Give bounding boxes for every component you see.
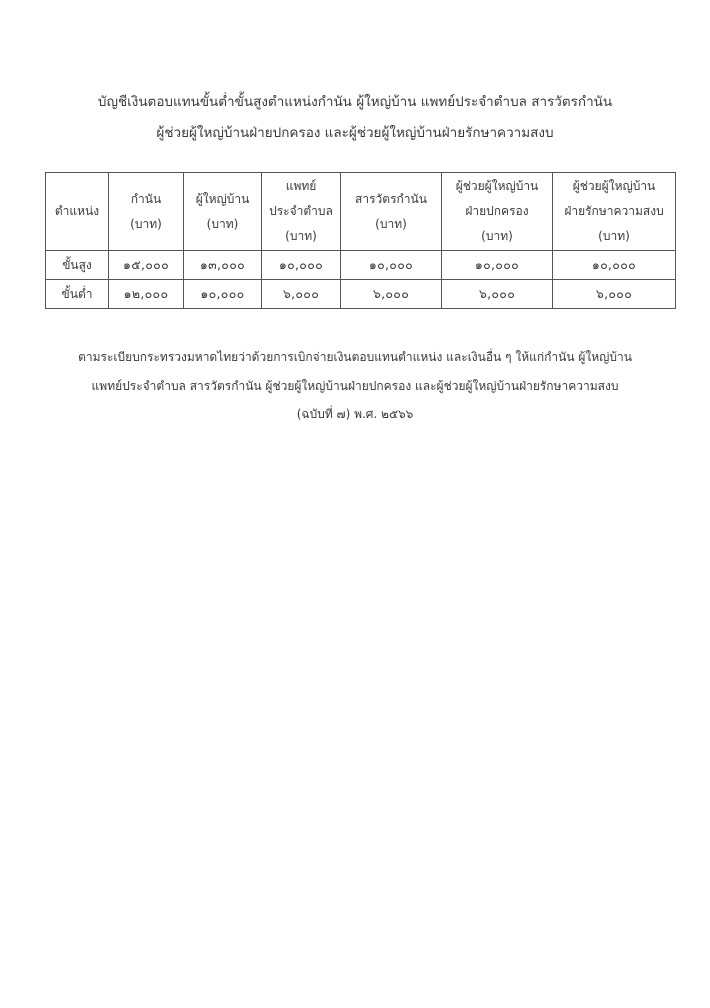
table-cell: ๑๕,๐๐๐ xyxy=(109,251,184,280)
document-title-line-2: ผู้ช่วยผู้ใหญ่บ้านฝ่ายปกครอง และผู้ช่วยผู้ใหญ่บ้านฝ่ายรักษาความสงบ xyxy=(156,125,554,141)
row-label-minimum: ขั้นต่ำ xyxy=(46,280,109,309)
table-cell: ๖,๐๐๐ xyxy=(341,280,442,309)
row-label-maximum: ขั้นสูง xyxy=(46,251,109,280)
table-header-row xyxy=(46,173,676,251)
table-cell: ๑๐,๐๐๐ xyxy=(442,251,553,280)
regulation-note-line-2: แพทย์ประจำตำบล สารวัตรกำนัน ผู้ช่วยผู้ใหญ่บ้านฝ่ายปกครอง และผู้ช่วยผู้ใหญ่บ้านฝ่ายรักษาความสงบ xyxy=(91,379,619,393)
table-cell: ๑๐,๐๐๐ xyxy=(184,280,262,309)
table-cell: ๑๐,๐๐๐ xyxy=(341,251,442,280)
table-cell: ๖,๐๐๐ xyxy=(262,280,341,309)
regulation-note-line-3: (ฉบับที่ ๗) พ.ศ. ๒๕๖๖ xyxy=(296,407,414,421)
header-assistant-security: ผู้ช่วยผู้ใหญ่บ้าน ฝ่ายรักษาความสงบ (บาท) xyxy=(553,173,676,251)
table-cell: ๖,๐๐๐ xyxy=(442,280,553,309)
regulation-note-line-1: ตามระเบียบกระทรวงมหาดไทยว่าด้วยการเบิกจ่ายเงินตอบแทนตำแหน่ง และเงินอื่น ๆ ให้แก่กำนัน ผู้ใหญ่บ้าน xyxy=(78,350,632,364)
document-title-line-1: บัญชีเงินตอบแทนขั้นต่ำขั้นสูงตำแหน่งกำนัน ผู้ใหญ่บ้าน แพทย์ประจำตำบล สารวัตรกำนัน xyxy=(97,94,613,110)
header-assistant-administration: ผู้ช่วยผู้ใหญ่บ้าน ฝ่ายปกครอง (บาท) xyxy=(442,173,553,251)
table-cell: ๑๒,๐๐๐ xyxy=(109,280,184,309)
table-cell: ๑๐,๐๐๐ xyxy=(262,251,341,280)
header-kamnan-inspector: สารวัตรกำนัน (บาท) xyxy=(341,173,442,251)
compensation-table xyxy=(45,172,676,309)
table-cell: ๑๐,๐๐๐ xyxy=(553,251,676,280)
table-row-maximum xyxy=(46,251,676,280)
table-cell: ๖,๐๐๐ xyxy=(553,280,676,309)
header-subdistrict-doctor: แพทย์ ประจำตำบล (บาท) xyxy=(262,173,341,251)
table-cell: ๑๓,๐๐๐ xyxy=(184,251,262,280)
header-kamnan: กำนัน (บาท) xyxy=(109,173,184,251)
header-position: ตำแหน่ง xyxy=(46,173,109,251)
header-village-head: ผู้ใหญ่บ้าน (บาท) xyxy=(184,173,262,251)
table-row-minimum xyxy=(46,280,676,309)
